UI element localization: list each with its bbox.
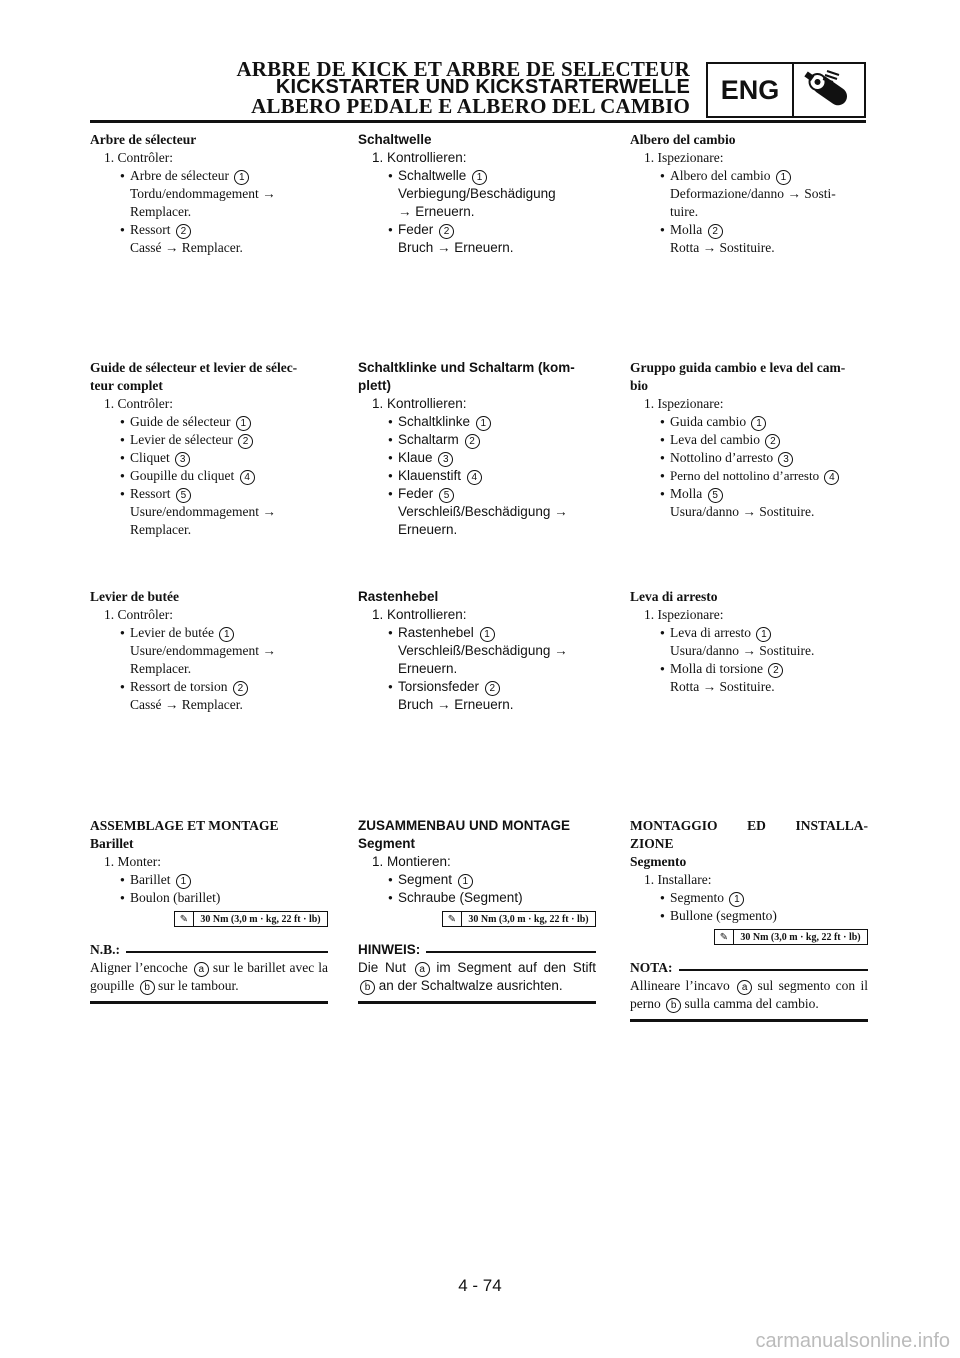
fr-s1-b2-desc: Cassé → Remplacer. [130,240,243,255]
column-french-s4 [90,817,328,1004]
fr-section1-step: 1. Contrôler: [104,150,173,165]
list-item: ● Perno del nottolino d’arresto 4 [630,467,868,485]
de-s2-desc2: Erneuern. [398,522,458,537]
de-section4-subtitle: Segment [358,836,416,851]
fr-section4-subtitle: Barillet [90,836,134,851]
it-section3-title: Leva di arresto [630,589,718,604]
list-item: ● Feder 5 [358,485,596,503]
list-item: ● Rastenhebel 1 [358,624,596,642]
it-section4-title: MONTAGGIO ED INSTALLA- [630,818,868,833]
page-number: 4 - 74 [458,1276,502,1295]
fr-section1-title: Arbre de sélecteur [90,132,197,147]
list-item: ● Goupille du cliquet 4 [90,467,328,485]
list-item: ● Bullone (segmento) [630,907,868,925]
de-s3-b1-desc: Verschleiß/Beschädigung → [398,643,568,658]
column-french-s2 [90,359,328,539]
de-section3-title: Rastenhebel [358,589,439,604]
de-s3-b2-desc: Bruch → Erneuern. [398,697,514,712]
list-item: ● Klauenstift 4 [358,467,596,485]
fr-s1-b1-desc: Tordu/endommagement → [130,186,276,201]
it-section4-step: 1. Installare: [644,872,712,887]
torque-spec: ✎ 30 Nm (3,0 m · kg, 22 ft · lb) [442,911,596,927]
list-item: ● Schaltwelle 1 [358,167,596,185]
it-section2-title: Gruppo guida cambio e leva del cam- [630,360,846,375]
fr-s3-b2-desc: Cassé → Remplacer. [130,697,243,712]
list-item: ● Molla 5 [630,485,868,503]
it-section1-step: 1. Ispezionare: [644,150,724,165]
list-item: ● Barillet 1 [90,871,328,889]
torque-spec: ✎ 30 Nm (3,0 m · kg, 22 ft · lb) [174,911,328,927]
watermark: carmanualsonline.info [755,1330,950,1352]
it-s1-b1-desc2: tuire. [670,204,699,219]
de-s1-b2-desc: Bruch → Erneuern. [398,240,514,255]
column-french-s3 [90,588,328,714]
note-text: Allineare l’incavo a sul segmento con il perno b sulla camma del cambio. [630,978,868,1011]
de-section2-step: 1. Kontrollieren: [372,396,467,411]
section-badge [706,62,866,118]
column-italian-s3 [630,588,868,696]
list-item: ● Ressort 2 [90,221,328,239]
de-s3-b1-desc2: Erneuern. [398,661,458,676]
it-s1-b1-desc: Deformazione/danno → Sosti- [670,186,836,201]
list-item: ● Leva di arresto 1 [630,624,868,642]
de-section2-title: Schaltklinke und Schaltarm (kom- [358,360,575,375]
list-item: ● Levier de sélecteur 2 [90,431,328,449]
note-heading: NOTA: [630,959,868,977]
list-item: ● Leva del cambio 2 [630,431,868,449]
column-german [358,131,596,257]
list-item: ● Segmento 1 [630,889,868,907]
list-item: ● Segment 1 [358,871,596,889]
list-item: ● Feder 2 [358,221,596,239]
it-section1-title: Albero del cambio [630,132,736,147]
list-item: ● Schaltklinke 1 [358,413,596,431]
header-title-it: ALBERO PEDALE E ALBERO DEL CAMBIO [251,94,690,118]
de-section1-title: Schaltwelle [358,132,432,147]
it-section2-title-cont: bio [630,378,649,393]
fr-s3-b1-desc2: Remplacer. [130,661,192,676]
de-s1-b1-desc2: → Erneuern. [398,204,475,219]
fr-section3-title: Levier de butée [90,589,179,604]
engine-icon [794,64,864,116]
note-end-rule [358,1001,596,1004]
list-item: ● Ressort 5 [90,485,328,503]
note-end-rule [630,1019,868,1022]
list-item: ● Boulon (barillet) [90,889,328,907]
de-section4-step: 1. Montieren: [372,854,451,869]
fr-section2-title-cont: teur complet [90,378,163,393]
header-title-de: KICKSTARTER UND KICKSTARTERWELLE [275,76,690,98]
callout-number: 2 [176,224,191,239]
fr-section4-step: 1. Monter: [104,854,161,869]
list-item: ● Guida cambio 1 [630,413,868,431]
de-s2-desc: Verschleiß/Beschädigung → [398,504,568,519]
column-french [90,131,328,257]
list-item: ● Torsionsfeder 2 [358,678,596,696]
column-german-s4 [358,817,596,1004]
it-section3-step: 1. Ispezionare: [644,607,724,622]
column-italian [630,131,868,257]
list-item: ● Ressort de torsion 2 [90,678,328,696]
note-heading: HINWEIS: [358,941,596,959]
list-item: ● Schaltarm 2 [358,431,596,449]
list-item: ● Klaue 3 [358,449,596,467]
fr-section2-title: Guide de sélecteur et levier de sélec- [90,360,298,375]
list-item: ● Albero del cambio 1 [630,167,868,185]
list-item: ● Nottolino d’arresto 3 [630,449,868,467]
list-item: ● Cliquet 3 [90,449,328,467]
de-s1-b1-desc: Verbiegung/Beschädigung [398,186,556,201]
it-s2-desc: Usura/danno → Sostituire. [670,504,815,519]
it-section4-title-cont: ZIONE [630,836,674,851]
column-german-s2 [358,359,596,539]
wrench-icon: ✎ [175,912,194,926]
list-item: ● Levier de butée 1 [90,624,328,642]
de-section2-title-cont: plett) [358,378,391,393]
column-german-s3 [358,588,596,714]
list-item: ● Guide de sélecteur 1 [90,413,328,431]
it-s3-b2-desc: Rotta → Sostituire. [670,679,775,694]
fr-s1-b1-desc2: Remplacer. [130,204,192,219]
badge-label: ENG [708,64,794,116]
fr-section3-step: 1. Contrôler: [104,607,173,622]
de-section1-step: 1. Kontrollieren: [372,150,467,165]
de-section4-title: ZUSAMMENBAU UND MONTAGE [358,818,570,833]
torque-spec: ✎ 30 Nm (3,0 m · kg, 22 ft · lb) [714,929,868,945]
note-end-rule [90,1001,328,1004]
callout-number: 1 [234,170,249,185]
note-heading: N.B.: [90,941,328,959]
de-section3-step: 1. Kontrollieren: [372,607,467,622]
wrench-icon: ✎ [715,930,734,944]
fr-s2-desc2: Remplacer. [130,522,192,537]
fr-section4-title: ASSEMBLAGE ET MONTAGE [90,818,279,833]
note-text: Die Nut a im Segment auf den Stift b an der Schaltwalze ausrichten. [358,960,596,993]
wrench-icon: ✎ [443,912,462,926]
column-italian-s4 [630,817,868,1022]
list-item: ● Arbre de sélecteur 1 [90,167,328,185]
it-s1-b2-desc: Rotta → Sostituire. [670,240,775,255]
it-section2-step: 1. Ispezionare: [644,396,724,411]
header-title-fr: ARBRE DE KICK ET ARBRE DE SELECTEUR [236,57,690,81]
fr-s3-b1-desc: Usure/endommagement → [130,643,276,658]
header-rule [90,120,866,123]
column-italian-s2 [630,359,868,521]
it-s3-b1-desc: Usura/danno → Sostituire. [670,643,815,658]
list-item: ● Molla 2 [630,221,868,239]
fr-s2-desc: Usure/endommagement → [130,504,276,519]
note-text: Aligner l’encoche a sur le barillet avec la goupille b sur le tambour. [90,960,329,993]
fr-section2-step: 1. Contrôler: [104,396,173,411]
list-item: ● Schraube (Segment) [358,889,596,907]
list-item: ● Molla di torsione 2 [630,660,868,678]
it-section4-subtitle: Segmento [630,854,687,869]
